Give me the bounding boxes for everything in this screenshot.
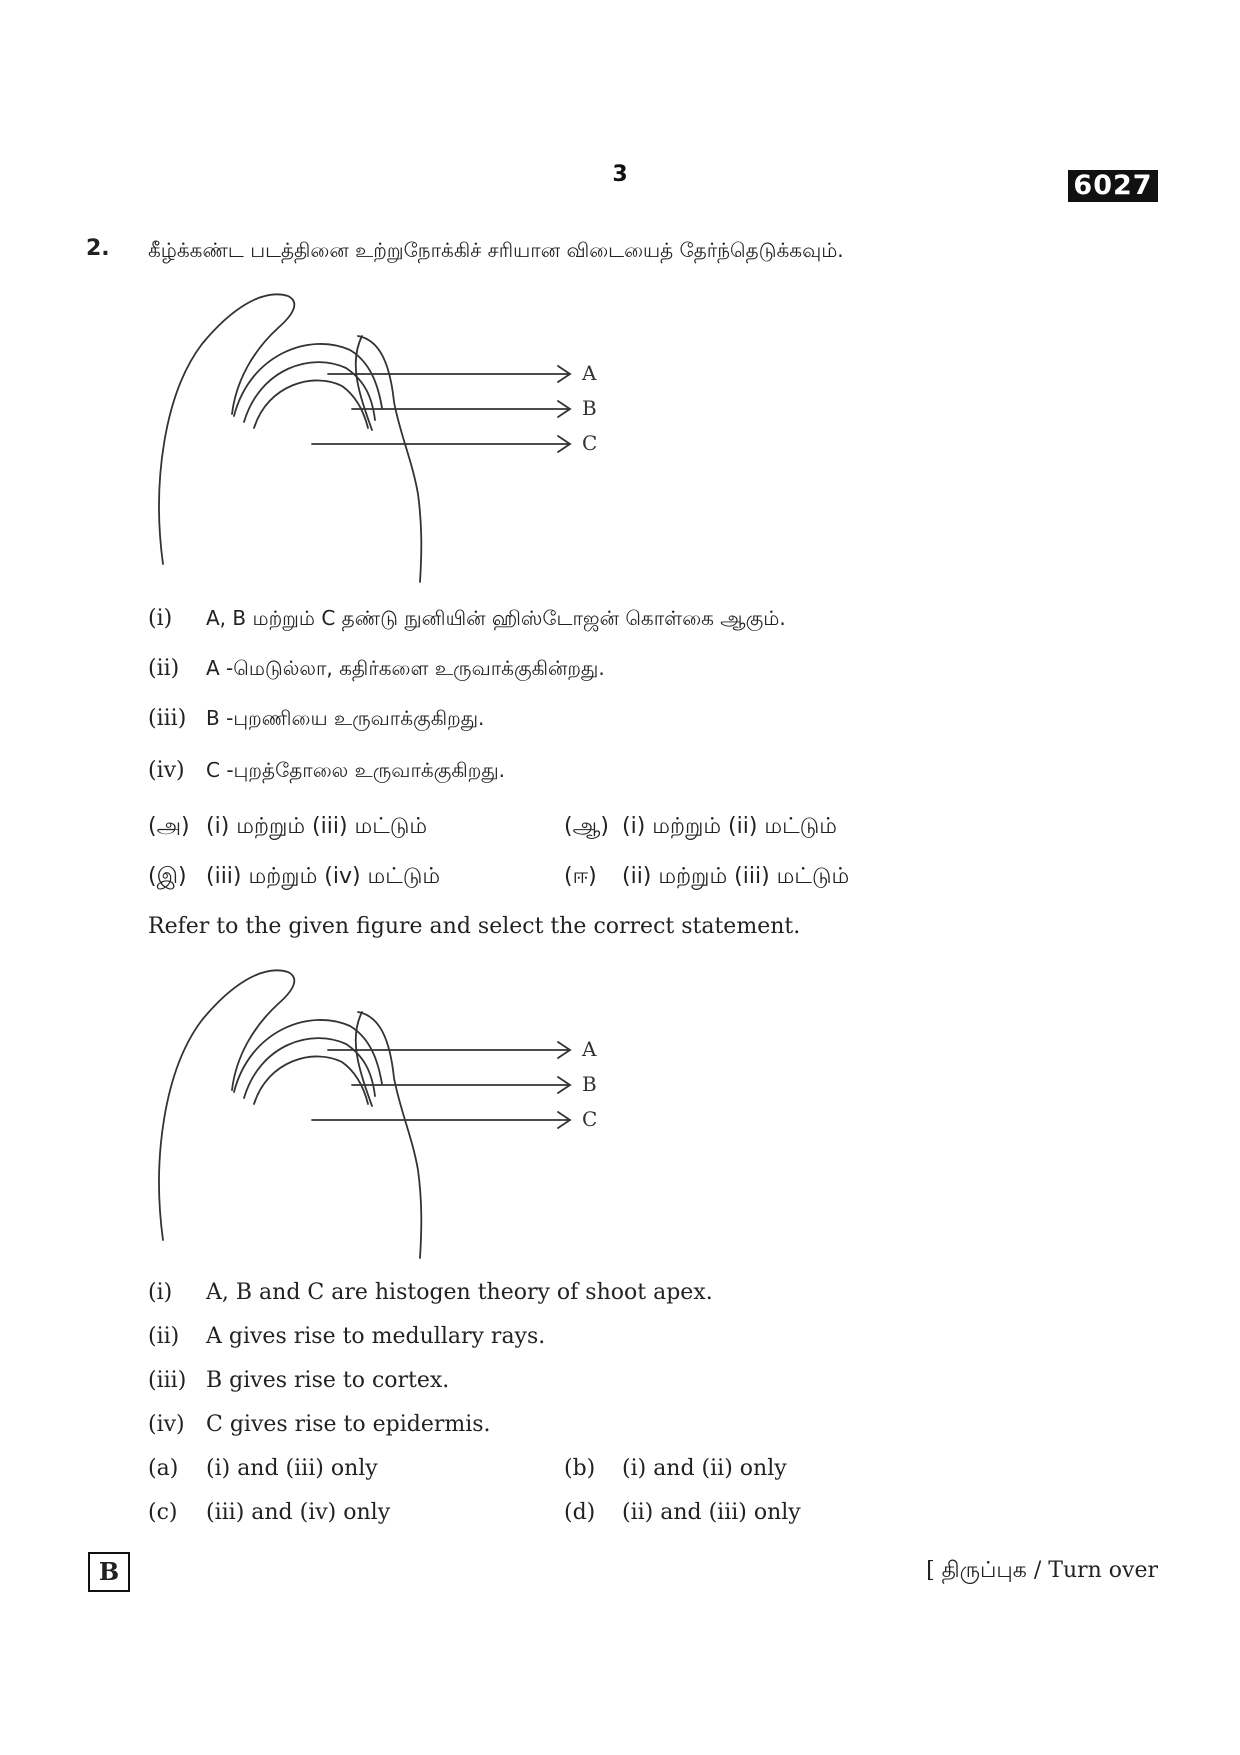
- option-label: (இ): [148, 864, 187, 889]
- option-text: (iii) மற்றும் (iv) மட்டும்: [206, 864, 441, 889]
- option-text: (i) மற்றும் (ii) மட்டும்: [622, 814, 837, 839]
- option-text: (iii) and (iv) only: [206, 1500, 391, 1525]
- shoot-apex-figure-english: [150, 960, 630, 1260]
- statement-text: A gives rise to medullary rays.: [206, 1324, 546, 1349]
- option-label: (b): [564, 1456, 596, 1481]
- statement-text: A, B மற்றும் C தண்டு நுனியின் ஹிஸ்டோஜன் கொள்கை ஆகும்.: [206, 606, 786, 630]
- figure-label-b: B: [582, 1072, 597, 1096]
- question-number: 2.: [86, 236, 110, 261]
- option-label: (ஈ): [564, 864, 597, 889]
- figure-label-a: A: [582, 1037, 597, 1061]
- statement-number: (ii): [148, 656, 180, 681]
- shoot-apex-diagram: [150, 284, 630, 584]
- turn-over-note: [ திருப்புக / Turn over: [926, 1558, 1158, 1583]
- option-text: (ii) மற்றும் (iii) மட்டும்: [622, 864, 850, 889]
- section-badge: B: [88, 1552, 130, 1592]
- statement-number: (i): [148, 1280, 173, 1305]
- page-number: 3: [612, 162, 628, 187]
- figure-label-c: C: [582, 1107, 598, 1131]
- option-label: (a): [148, 1456, 179, 1481]
- figure-label-a: A: [582, 361, 597, 385]
- statement-number: (iv): [148, 758, 185, 783]
- statement-number: (ii): [148, 1324, 180, 1349]
- shoot-apex-diagram: [150, 960, 630, 1260]
- statement-text: A -மெடுல்லா, கதிர்களை உருவாக்குகின்றது.: [206, 656, 605, 680]
- figure-label-c: C: [582, 431, 598, 455]
- option-text: (i) and (iii) only: [206, 1456, 378, 1481]
- statement-number: (iii): [148, 706, 187, 731]
- option-label: (d): [564, 1500, 596, 1525]
- question-prompt-english: Refer to the given figure and select the correct statement.: [148, 914, 801, 939]
- option-label: (ஆ): [564, 814, 609, 839]
- option-label: (c): [148, 1500, 178, 1525]
- option-text: (ii) and (iii) only: [622, 1500, 801, 1525]
- paper-code-badge: 6027: [1068, 170, 1158, 202]
- figure-label-b: B: [582, 396, 597, 420]
- statement-number: (iii): [148, 1368, 187, 1393]
- statement-text: B -புறணியை உருவாக்குகிறது.: [206, 706, 485, 730]
- statement-text: C gives rise to epidermis.: [206, 1412, 491, 1437]
- statement-number: (iv): [148, 1412, 185, 1437]
- statement-text: C -புறத்தோலை உருவாக்குகிறது.: [206, 758, 506, 782]
- option-label: (அ): [148, 814, 190, 839]
- question-prompt-tamil: கீழ்க்கண்ட படத்தினை உற்றுநோக்கிச் சரியான விடையைத் தேர்ந்தெடுக்கவும்.: [148, 238, 844, 262]
- shoot-apex-figure-tamil: [150, 284, 630, 584]
- statement-number: (i): [148, 606, 173, 631]
- statement-text: A, B and C are histogen theory of shoot apex.: [206, 1280, 713, 1305]
- statement-text: B gives rise to cortex.: [206, 1368, 450, 1393]
- option-text: (i) மற்றும் (iii) மட்டும்: [206, 814, 428, 839]
- option-text: (i) and (ii) only: [622, 1456, 787, 1481]
